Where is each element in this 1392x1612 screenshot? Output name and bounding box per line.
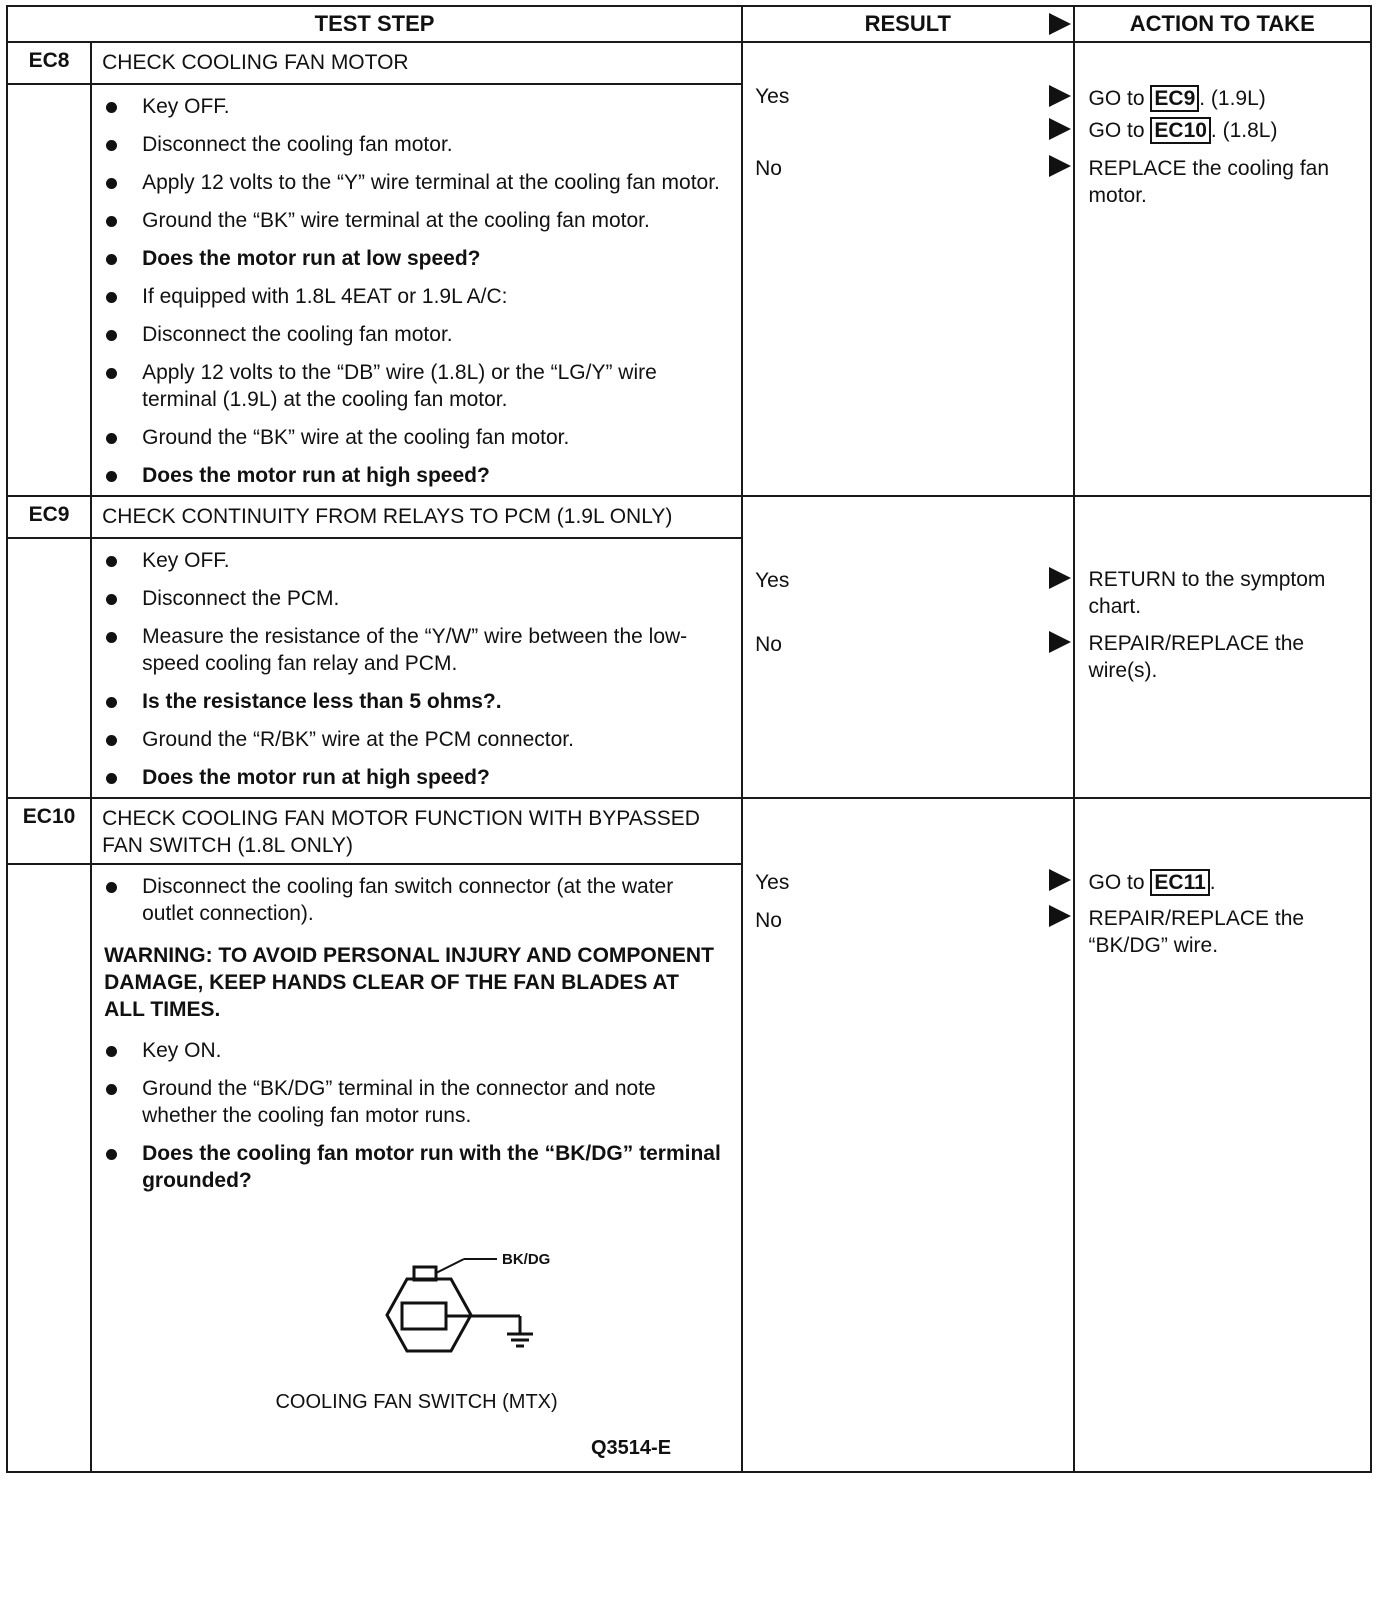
step-ec8-title-row	[7, 42, 1371, 84]
step-id: EC10	[7, 798, 91, 864]
step-title: CHECK CONTINUITY FROM RELAYS TO PCM (1.9L ONLY)	[91, 496, 742, 538]
figure-caption: COOLING FAN SWITCH (MTX)	[275, 1391, 558, 1413]
action-text: GO to	[1088, 119, 1151, 142]
result-yes: Yes	[755, 871, 790, 894]
list-item: Does the motor run at high speed?	[104, 462, 721, 489]
step-reference: EC11	[1150, 869, 1209, 896]
arrow-icon	[1049, 13, 1071, 35]
result-no: No	[755, 157, 782, 180]
result-cell	[742, 798, 1073, 1472]
switch-connector	[402, 1303, 446, 1329]
action-text: GO to	[1088, 87, 1151, 110]
step-list	[92, 1037, 741, 1211]
step-list	[92, 85, 741, 495]
step-id: EC9	[7, 496, 91, 538]
step-ec10-title-row	[7, 798, 1371, 864]
header-test-step: TEST STEP	[7, 6, 742, 42]
action-text: GO to	[1088, 871, 1151, 894]
fan-switch-figure	[92, 1211, 741, 1471]
wire-label: BK/DG	[502, 1251, 551, 1268]
action-cell	[1074, 496, 1371, 798]
figure-code: Q3514-E	[591, 1437, 672, 1459]
action-goto-ec11	[1089, 869, 1364, 896]
result-cell	[742, 42, 1073, 496]
list-item: If equipped with 1.8L 4EAT or 1.9L A/C:	[104, 283, 721, 310]
list-item: Key OFF.	[104, 547, 721, 574]
list-item: Apply 12 volts to the “Y” wire terminal at the cooling fan motor.	[104, 169, 721, 196]
action-cell	[1074, 42, 1371, 496]
header-result	[742, 6, 1073, 42]
arrow-icon	[1049, 155, 1071, 177]
list-item: Ground the “BK” wire terminal at the cooling fan motor.	[104, 207, 721, 234]
result-yes: Yes	[755, 569, 790, 592]
result-yes: Yes	[755, 85, 790, 108]
step-title: CHECK COOLING FAN MOTOR	[91, 42, 742, 84]
arrow-icon	[1049, 869, 1071, 891]
arrow-icon	[1049, 567, 1071, 589]
list-item: Ground the “R/BK” wire at the PCM connector.	[104, 726, 721, 753]
list-item: Does the cooling fan motor run with the “BK/DG” terminal grounded?	[104, 1140, 721, 1194]
wire-leader	[436, 1259, 464, 1273]
step-id-spacer	[7, 538, 91, 798]
result-no: No	[755, 633, 782, 656]
step-body	[91, 84, 742, 496]
header-row	[7, 6, 1371, 42]
step-body	[91, 538, 742, 798]
list-item: Does the motor run at high speed?	[104, 764, 721, 791]
arrow-icon	[1049, 118, 1071, 140]
list-item: Disconnect the cooling fan motor.	[104, 131, 721, 158]
arrow-icon	[1049, 631, 1071, 653]
list-item: Key ON.	[104, 1037, 721, 1064]
list-item: Apply 12 volts to the “DB” wire (1.8L) or the “LG/Y” wire terminal (1.9L) at the cooling fan motor.	[104, 359, 721, 413]
step-list	[92, 539, 741, 797]
fan-switch-diagram	[92, 1221, 742, 1391]
step-reference: EC10	[1150, 117, 1211, 144]
header-result-label: RESULT	[864, 11, 951, 36]
list-item: Disconnect the cooling fan motor.	[104, 321, 721, 348]
step-ec9-title-row	[7, 496, 1371, 538]
list-item: Key OFF.	[104, 93, 721, 120]
action-repair-bkdg: REPAIR/REPLACE the “BK/DG” wire.	[1088, 907, 1305, 957]
action-repair-wire: REPAIR/REPLACE the wire(s).	[1088, 632, 1305, 682]
diagnostic-table	[6, 5, 1372, 1473]
warning-text: WARNING: TO AVOID PERSONAL INJURY AND COMPONENT DAMAGE, KEEP HANDS CLEAR OF THE FAN BLADES AT ALL TIMES.	[104, 944, 714, 1021]
step-title: CHECK COOLING FAN MOTOR FUNCTION WITH BYPASSED FAN SWITCH (1.8L ONLY)	[91, 798, 742, 864]
list-item: Disconnect the cooling fan switch connector (at the water outlet connection).	[104, 873, 721, 927]
list-item: Ground the “BK” wire at the cooling fan motor.	[104, 424, 721, 451]
list-item: Ground the “BK/DG” terminal in the connector and note whether the cooling fan motor runs.	[104, 1075, 721, 1129]
step-id-spacer	[7, 84, 91, 496]
action-return: RETURN to the symptom chart.	[1088, 568, 1326, 618]
action-goto-ec10	[1089, 117, 1364, 144]
action-text: . (1.8L)	[1210, 119, 1278, 142]
list-item: Measure the resistance of the “Y/W” wire between the low-speed cooling fan relay and PCM.	[104, 623, 721, 677]
list-item: Is the resistance less than 5 ohms?.	[104, 688, 721, 715]
action-text: . (1.9L)	[1199, 87, 1266, 110]
list-item: Does the motor run at low speed?	[104, 245, 721, 272]
step-body	[91, 864, 742, 1472]
result-no: No	[755, 909, 782, 932]
action-replace-motor: REPLACE the cooling fan motor.	[1088, 157, 1330, 207]
step-id-spacer	[7, 864, 91, 1472]
action-goto-ec9	[1089, 85, 1364, 112]
action-text: .	[1209, 871, 1216, 894]
action-cell	[1074, 798, 1371, 1472]
step-reference: EC9	[1150, 85, 1199, 112]
header-action: ACTION TO TAKE	[1074, 6, 1371, 42]
arrow-icon	[1049, 85, 1071, 107]
list-item: Disconnect the PCM.	[104, 585, 721, 612]
step-list	[92, 865, 741, 927]
result-cell	[742, 496, 1073, 798]
arrow-icon	[1049, 905, 1071, 927]
step-id: EC8	[7, 42, 91, 84]
